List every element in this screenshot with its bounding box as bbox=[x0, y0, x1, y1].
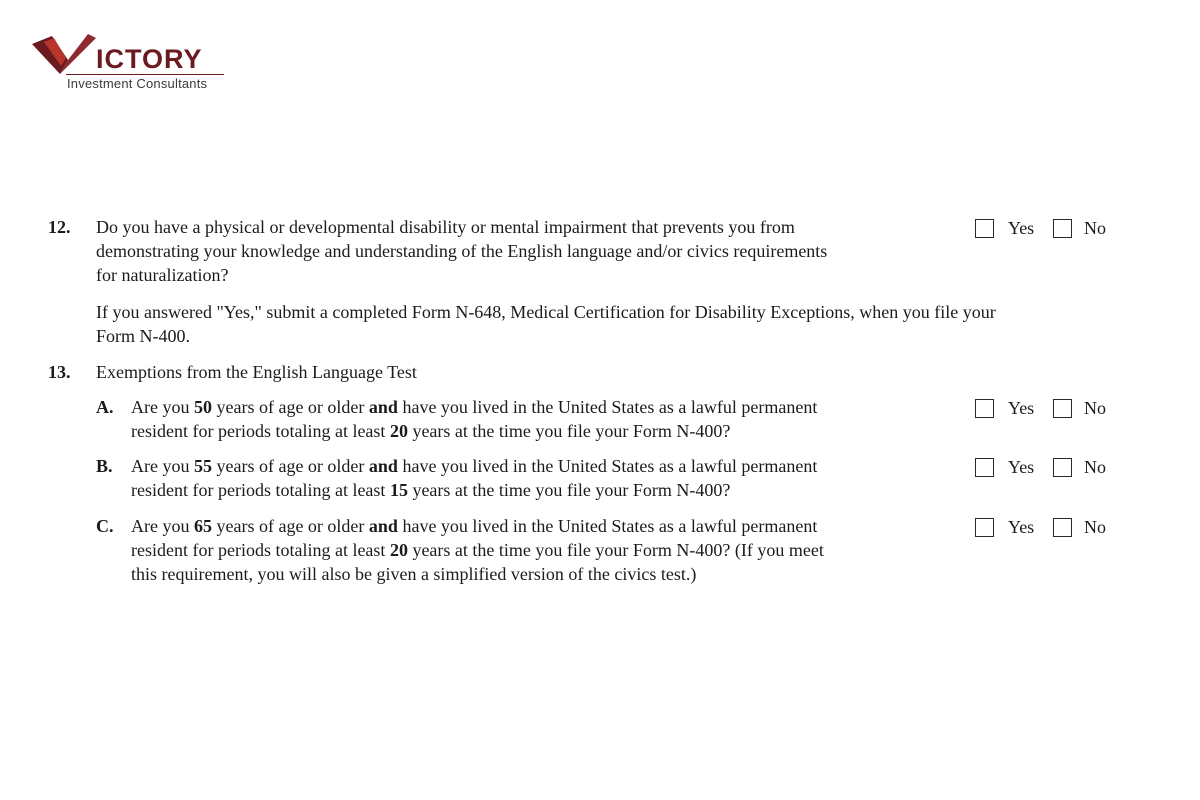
question-12-note-line-1: If you answered "Yes," submit a completed Form N-648, Medical Certification for Disability Exceptions, when you file your bbox=[96, 302, 996, 322]
question-13c-no-checkbox[interactable] bbox=[1053, 518, 1072, 537]
no-label: No bbox=[1084, 398, 1106, 418]
question-13b-line-2: resident for periods totaling at least 15 years at the time you file your Form N-400? bbox=[131, 480, 731, 500]
logo-subtitle: Investment Consultants bbox=[67, 76, 208, 91]
logo-v-mark-icon bbox=[30, 30, 100, 78]
question-13a-line-1: Are you 50 years of age or older and have you lived in the United States as a lawful permanent bbox=[131, 397, 818, 417]
question-13c-letter: C. bbox=[96, 516, 114, 536]
question-12-number: 12. bbox=[48, 217, 71, 237]
logo-wordmark: ICTORY bbox=[96, 44, 203, 74]
logo-divider bbox=[66, 74, 224, 75]
question-13c-yes-checkbox[interactable] bbox=[975, 518, 994, 537]
question-13a-letter: A. bbox=[96, 397, 114, 417]
question-13c-answer bbox=[975, 515, 1106, 539]
question-13b-line-1: Are you 55 years of age or older and have you lived in the United States as a lawful permanent bbox=[131, 456, 818, 476]
no-label: No bbox=[1084, 457, 1106, 477]
yes-label: Yes bbox=[1008, 457, 1035, 477]
question-13a-yes-checkbox[interactable] bbox=[975, 399, 994, 418]
no-label: No bbox=[1084, 517, 1106, 537]
question-13b-letter: B. bbox=[96, 456, 113, 476]
yes-label: Yes bbox=[1008, 218, 1035, 238]
question-13c-line-3: this requirement, you will also be given a simplified version of the civics test.) bbox=[131, 564, 697, 584]
no-label: No bbox=[1084, 218, 1106, 238]
question-12-no-checkbox[interactable] bbox=[1053, 219, 1072, 238]
question-13a-answer bbox=[975, 396, 1106, 420]
question-12-line-3: for naturalization? bbox=[96, 265, 229, 285]
question-12-answer bbox=[975, 216, 1106, 240]
question-13b-no-checkbox[interactable] bbox=[1053, 458, 1072, 477]
question-13-number: 13. bbox=[48, 362, 71, 382]
yes-label: Yes bbox=[1008, 398, 1035, 418]
question-13-title: Exemptions from the English Language Test bbox=[96, 362, 417, 382]
question-13b-answer bbox=[975, 455, 1106, 479]
question-13c-line-1: Are you 65 years of age or older and have you lived in the United States as a lawful permanent bbox=[131, 516, 818, 536]
company-logo bbox=[30, 30, 230, 94]
question-12-yes-checkbox[interactable] bbox=[975, 219, 994, 238]
question-13b-yes-checkbox[interactable] bbox=[975, 458, 994, 477]
question-13c-line-2: resident for periods totaling at least 20 years at the time you file your Form N-400? (If you meet bbox=[131, 540, 824, 560]
question-12-line-1: Do you have a physical or developmental disability or mental impairment that prevents you from bbox=[96, 217, 795, 237]
question-13a-no-checkbox[interactable] bbox=[1053, 399, 1072, 418]
yes-label: Yes bbox=[1008, 517, 1035, 537]
question-12-line-2: demonstrating your knowledge and understanding of the English language and/or civics requirements bbox=[96, 241, 828, 261]
question-12-note-line-2: Form N-400. bbox=[96, 326, 190, 346]
question-13a-line-2: resident for periods totaling at least 20 years at the time you file your Form N-400? bbox=[131, 421, 731, 441]
